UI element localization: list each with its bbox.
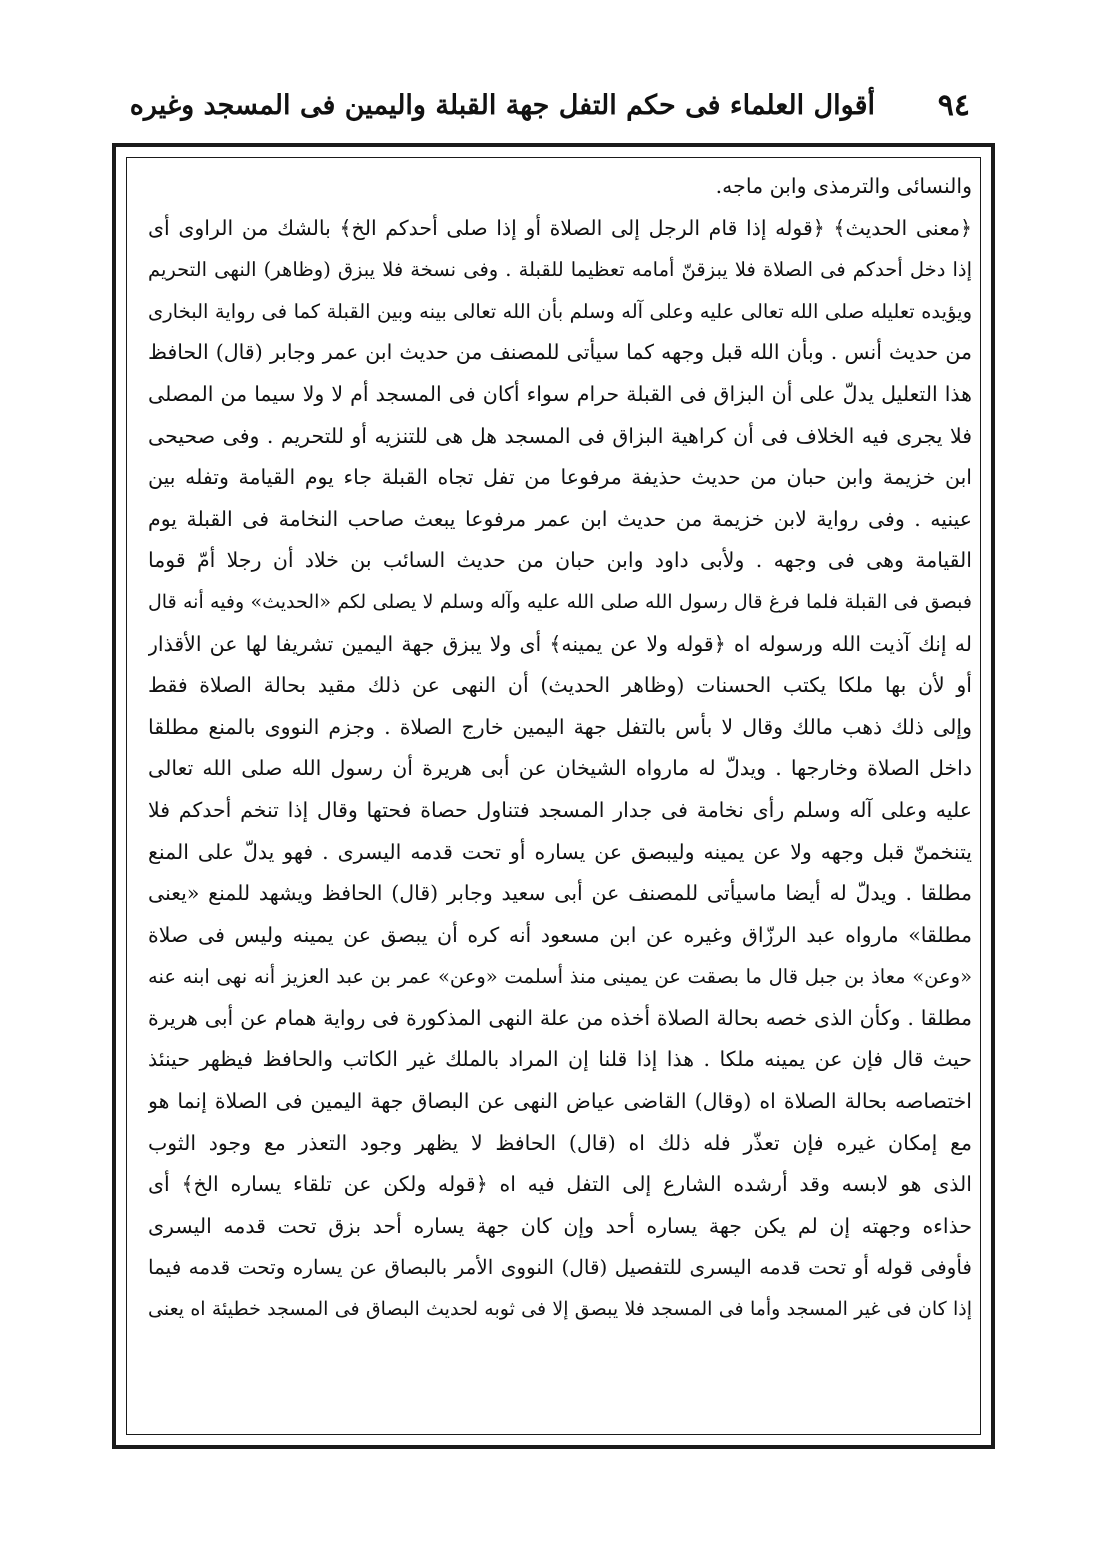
text-line: ﴿معنى الحديث﴾ ﴿قوله إذا قام الرجل إلى الصلاة أو إذا صلى أحدكم الخ﴾ بالشك من الراوى أى <box>148 215 972 240</box>
text-line: أو لأن بها ملكا يكتب الحسنات (وظاهر الحديث) أن النهى عن ذلك مقيد بحالة الصلاة فقط <box>148 673 972 698</box>
text-line: هذا التعليل يدلّ على أن البزاق فى القبلة حرام سواء أكان فى المسجد أم لا ولا سيما من المصلى <box>148 381 972 406</box>
text-line: حيث قال فإن عن يمينه ملكا . هذا إذا قلنا إن المراد بالملك غير الكاتب والحافظ فيظهر حينئذ <box>148 1047 972 1072</box>
text-line: له إنك آذيت الله ورسوله اه ﴿قوله ولا عن يمينه﴾ أى ولا يبزق جهة اليمين تشريفا لها عن الأقذار <box>148 631 972 656</box>
text-line: حذاءه وجهته إن لم يكن جهة يساره أحد وإن كان جهة يساره أحد بزق تحت قدمه اليسرى <box>148 1213 972 1238</box>
text-line: مع إمكان غيره فإن تعذّر فله ذلك اه (قال) الحافظ لا يظهر وجود التعذر مع وجود الثوب <box>148 1130 972 1155</box>
text-line: فلا يجرى فيه الخلاف فى أن كراهية البزاق فى المسجد هل هى للتنزيه أو للتحريم . وفى صحيحى <box>148 423 972 448</box>
running-title: أقوال العلماء فى حكم التفل جهة القبلة واليمين فى المسجد وغيره <box>129 90 875 121</box>
text-line: الذى هو لابسه وقد أرشده الشارع إلى التفل فيه اه ﴿قوله ولكن عن تلقاء يساره الخ﴾ أى <box>148 1172 972 1197</box>
text-line: ابن خزيمة وابن حبان من حديث حذيفة مرفوعا من تفل تجاه القبلة جاء يوم القيامة وتفله بين <box>148 465 972 490</box>
text-line: مطلقا . وكأن الذى خصه بحالة الصلاة أخذه من علة النهى المذكورة فى رواية همام عن أبى هريرة <box>148 1005 972 1030</box>
text-line: مطلقا» مارواه عبد الرزّاق وغيره عن ابن مسعود أنه كره أن يبصق عن يمينه وليس فى صلاة <box>148 922 972 947</box>
text-line: ويؤيده تعليله صلى الله تعالى عليه وعلى آله وسلم بأن الله تعالى بينه وبين القبلة كما فى رواية البخارى <box>148 299 972 323</box>
text-line: إذا دخل أحدكم فى الصلاة فلا يبزقنّ أمامه تعظيما للقبلة . وفى نسخة فلا يبزق (وظاهر) النهى التحريم <box>148 258 972 282</box>
page-number: ٩٤ <box>937 88 970 123</box>
text-line: عليه وعلى آله وسلم رأى نخامة فى جدار المسجد فتناول حصاة فحتها وقال إذا تنخم أحدكم فلا <box>148 797 972 822</box>
text-line: إذا كان فى غير المسجد وأما فى المسجد فلا يبصق إلا فى ثوبه لحديث البصاق فى المسجد خطيئة اه يعنى <box>148 1298 972 1321</box>
text-line: من حديث أنس . وبأن الله قبل وجهه كما سيأتى للمصنف من حديث ابن عمر وجابر (قال) الحافظ <box>148 340 972 365</box>
text-line: والنسائى والترمذى وابن ماجه. <box>715 174 972 198</box>
text-line: يتنخمنّ قبل وجهه ولا عن يمينه وليبصق عن يساره أو تحت قدمه اليسرى . فهو يدلّ على المنع <box>148 839 972 864</box>
body-text <box>148 166 972 1331</box>
text-line: وإلى ذلك ذهب مالك وقال لا بأس بالتفل جهة اليمين خارج الصلاة . وجزم النووى بالمنع مطلقا <box>148 714 972 739</box>
page-header <box>129 84 970 134</box>
text-line: مطلقا . ويدلّ له أيضا ماسيأتى للمصنف عن أبى سعيد وجابر (قال) الحافظ ويشهد للمنع «يعنى <box>148 881 972 906</box>
text-line: عينيه . وفى رواية لابن خزيمة من حديث ابن عمر مرفوعا يبعث صاحب النخامة فى القبلة يوم <box>148 506 972 531</box>
text-line: اختصاصه بحالة الصلاة اه (وقال) القاضى عياض النهى عن البصاق جهة اليمين فى الصلاة إنما هو <box>148 1089 972 1114</box>
text-line: القيامة وهى فى وجهه . ولأبى داود وابن حبان من حديث السائب بن خلاد أن رجلا أمّ قوما <box>148 548 972 573</box>
text-line: فبصق فى القبلة فلما فرغ قال رسول الله صلى الله عليه وآله وسلم لا يصلى لكم «الحديث» وفيه أنه قال <box>148 590 972 613</box>
text-line: داخل الصلاة وخارجها . ويدلّ له مارواه الشيخان عن أبى هريرة أن رسول الله صلى الله تعالى <box>148 756 972 781</box>
text-line: فأوفى قوله أو تحت قدمه اليسرى للتفصيل (قال) النووى الأمر بالبصاق عن يساره وتحت قدمه فيما <box>148 1255 972 1280</box>
text-line: «وعن» معاذ بن جبل قال ما بصقت عن يمينى منذ أسلمت «وعن» عمر بن عبد العزيز أنه نهى ابنه عنه <box>148 965 972 989</box>
